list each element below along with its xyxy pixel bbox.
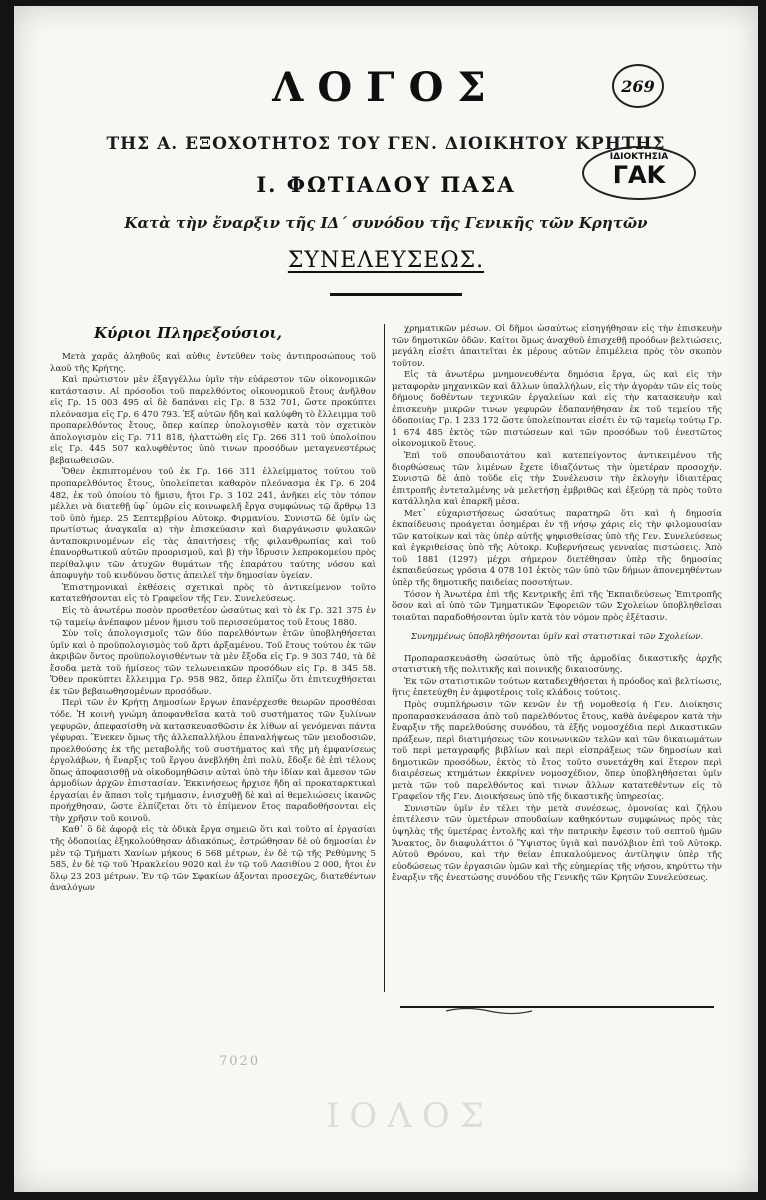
title-subline-name: Ι. ΦΩΤΙΑΔΟΥ ΠΑΣΑ (256, 172, 516, 197)
paragraph: Ἐπὶ τοῦ σπουδαιοτάτου καὶ κατεπείγοντος ἀντικειμένου τῆς διορθώσεως τῶν λιμένων ἔχετε ἰδιαζόντως τὴν ὑμετέραν προσοχήν. Συνιστῶ δὲ ἀπὸ τοῦδε εἰς τὴν Συνέλευσιν τὴν ἐκλογὴν ἰδιαιτέρας ἐπιτροπῆς ἐντεταλμένης νὰ μελετήσῃ ἐμβριθῶς καὶ ἐξεύρῃ τὰ πρὸς τοῦτο κατάλληλα καὶ ἐπαρκῆ μέσα. (392, 451, 722, 508)
title-rule (330, 293, 462, 296)
document-page (14, 6, 758, 1192)
section-note: Συνημμένως ὑποβληθήσονται ὑμῖν καὶ στατιστικαὶ τῶν Σχολείων. (410, 632, 704, 643)
title-subline-assembly: ΣΥΝΕΛΕΥΣΕΩΣ. (287, 248, 485, 273)
paragraph: Ἐκ τῶν στατιστικῶν τούτων καταδειχθήσεται ἡ πρόοδος καὶ βελτίωσις, ἥτις ἐπετεύχθη ἐν ἀμφοτέροις τοῖς κλάδοις τούτοις. (392, 676, 722, 699)
archive-stamp-acronym: ΓΑΚ (612, 161, 666, 189)
archive-stamp-label: ΙΔΙΟΚΤΗΣΙΑ (609, 152, 669, 162)
bleed-through-text: ΙΟΛΟΣ (326, 1096, 494, 1136)
title-subline-office: ΤΗΣ Α. ΕΞΟΧΟΤΗΤΟΣ ΤΟΥ ΓΕΝ. ΔΙΟΙΚΗΤΟΥ ΚΡΗΤΗΣ (106, 134, 666, 154)
catalog-number-stamp (612, 64, 664, 108)
paragraph: Ὅθεν ἐκπιπτομένου τοῦ ἐκ Γρ. 166 311 ἐλλείμματος τούτου τοῦ προπαρελθόντος ἔτους, ὑπολείπεται καθαρὸν πλεόνασμα ἐκ Γρ. 6 204 482, ἐκ τοῦ ὁποίου τὸ ἥμισυ, ἤτοι Γρ. 3 102 241, ἀνῆκει εἰς τὸν τόπον μέλλει νὰ διατεθῇ ὑφ᾿ ὑμῶν εἰς κοινωφελῆ ἔργα συμφώνως τῷ ἄρθρῳ 13 τοῦ ὑπὸ ἡμερ. 25 Σεπτεμβρίου Αὐτοκρ. Φιρμανίου. Συνιστῶ δὲ ὑμῖν ὡς πρωτίστως ἀναγκαῖα α) τὴν ἐπισκεύασιν καὶ διαργάνωσιν φυλακῶν ἀνταποκρινομένων εἰς τὰς ἀπαιτήσεις τῆς φιλανθρωπίας καὶ τοῦ ἐπανορθωτικοῦ αὐτῶν προορισμοῦ, καὶ β) τὴν ἵδρυσιν λεπροκομείου πρὸς περίθαλψιν τῶν ἀτυχῶν θυμάτων τῆς ἐπαράτου ταύτης νόσου καὶ ἀποφυγὴν τοῦ κινδύνου ὅστις ἀπειλεῖ τὴν δημοσίαν ὑγείαν. (50, 467, 376, 582)
archive-ownership-stamp (582, 146, 696, 200)
catalog-number: 269 (621, 76, 655, 96)
paragraph: Συνιστῶν ὑμῖν ἐν τέλει τὴν μετὰ συνέσεως, ὁμονοίας καὶ ζήλου ἐπιτέλεσιν τῶν ὑμετέρων σπουδαίων καθηκόντων συμφώνως πρὸς τὰς ὑψηλὰς τῆς ὑμετέρας ἐντολῆς καὶ τὴν πατρικὴν ἔφεσιν τοῦ σεπτοῦ ἡμῶν Ἄνακτος, ὃν διαφυλάττοι ὁ Ὕψιστος ὑγιᾶ καὶ πανόλβιον ἐπὶ τοῦ Αὐτοκρ. Αὐτοῦ Θρόνου, καὶ τὴν θείαν ἐπικαλούμενος ἀντίληψιν ὑπὲρ τῆς εὐοδώσεως τῶν ἐργασιῶν ὑμῶν καὶ τῆς εὐημερίας τῆς νήσου, κηρύττω τὴν ἔναρξιν τῆς ἐνεστώσης συνόδου τῆς Γενικῆς τῶν Κρητῶν Συνελεύσεως. (392, 803, 722, 884)
paragraph: Καθ᾿ ὃ δὲ ἀφορᾷ εἰς τὰ ὁδικὰ ἔργα σημειῶ ὅτι καὶ τοῦτο αἱ ἐργασίαι τῆς ὁδοποιίας ἐξηκολούθησαν ἀδιακόπως, ἐστρώθησαν δὲ οὐ δημοσίαι ἐν μὲν τῷ Τμήματι Χανίων μήκους 6 568 μέτρων, ἐν δὲ τῷ τῆς Ρεθύμνης 5 585, ἐν δὲ τῷ τοῦ Ἡρακλείου 9020 καὶ ἐν τῷ τοῦ Λασιθίου 2 000, ἤτοι ἐν ὅλῳ 23 203 μέτρων. Ἐν τῷ τῶν Σφακίων ἀξονται προσεχῶς, διατεθέντων ἀναλόγων (50, 825, 376, 894)
document-title: ΛΟΓΟΣ (272, 64, 500, 111)
paragraph: Ἐπιστημονικαὶ ἐκθέσεις σχετικαὶ πρὸς τὸ ἀντικείμενον τοῦτο κατατεθήσονται εἰς τὸ Γραφεῖον τῆς Γεν. Συνελεύσεως. (50, 582, 376, 605)
title-subline-occasion: Κατὰ τὴν ἔναρξιν τῆς ΙΔ΄ συνόδου τῆς Γενικῆς τῶν Κρητῶν (124, 214, 648, 232)
ornament-flourish (444, 1006, 534, 1016)
paragraph: Καὶ πρώτιστον μὲν ἐξαγγέλλω ὑμῖν τὴν εὐάρεστον τῶν οἰκονομικῶν κατάστασιν. Αἱ πρόσοδοι τοῦ παρελθόντος οἰκονομικοῦ ἔτους ἀνῆλθον εἰς Γρ. 15 003 495 αἱ δὲ δαπάναι εἰς Γρ. 8 532 701, ὥστε προκύπτει πλεόνασμα εἰς Γρ. 6 470 793. Ἐξ αὐτῶν ἤδη καὶ καλύφθη τὸ ἔλλειμμα τοῦ προπαρελθόντος ἔτους, ὅπερ καίπερ ὑπολογισθὲν κατὰ τὸν σχετικὸν ἀπολογισμὸν εἰς Γρ. 711 818, ἠλαττώθη εἰς Γρ. 266 311 τοῦ ὑπολοίπου εἰς Γρ. 445 507 καλυφθέντος ὑπὸ τινων προσόδων μεταγενεστέρως βεβαιωθεισῶν. (50, 375, 376, 466)
column-divider (384, 324, 385, 992)
left-text-column (50, 352, 376, 992)
paragraph: Εἰς τὰ ἀνωτέρω μνημονευθέντα δημόσια ἔργα, ὡς καὶ εἰς τὴν μεταφορὰν μηχανικῶν καὶ ἄλλων ὑπαλλήλων, εἰς τὴν ἀγορὰν τῶν εἰς τοὺς δήμους δοθέντων τεχνικῶν ἐργαλείων καὶ εἰς τὴν κατασκευὴν καὶ ἐπισκευὴν μικρῶν τινων γεφυρῶν ἐδαπανήθησαν ἐκ τοῦ τεμείου τῆς ὁδοποιίας Γρ. 1 233 172 ὥστε ὑπολείπονται εἰσέτι ἐν τῷ ταμείῳ τούτῳ Γρ. 1 674 485 ἐκτὸς τῶν πιστώσεων καὶ τῶν προσόδων τοῦ ἐνεστῶτος οἰκονομικοῦ ἔτους. (392, 370, 722, 450)
paragraph: Σὺν τοῖς ἀπολογισμοῖς τῶν δύο παρελθόντων ἐτῶν ὑποβληθήσεται ὑμῖν καὶ ὁ προϋπολογισμὸς τοῦ ἄρτι ἀρξαμένου. Τοῦ ἔτους τούτου ἐκ τῶν ἀκριβῶν ὄντος προϋπολογισθέντων τὰ μὲν ἔξοδα εἰς Γρ. 9 303 740, τὰ δὲ ἔσοδα μετὰ τοῦ ἡμίσεος τῶν τελωνειακῶν προσόδων εἰς Γρ. 8 345 58. Ὅθεν προκύπτει ἔλλειμμα Γρ. 958 982, ὅπερ ἐλπίζω ὅτι ἐπιτευχθήσεται ἐκ τῶν βεβαιωθησομένων προσόδων. (50, 629, 376, 697)
paragraph: Προπαρασκευάσθη ὡσαύτως ὑπὸ τῆς ἁρμοδίας δικαστικῆς ἀρχῆς στατιστικὴ τῆς πολιτικῆς καὶ ποινικῆς δικαιοσύνης. (392, 653, 722, 676)
paragraph: χρηματικῶν μέσων. Οἱ δῆμοι ὡσαύτως εἰσηγήθησαν εἰς τὴν ἐπισκευὴν τῶν δημοτικῶν ὁδῶν. Καίτοι ὅμως ἀναχθοῦ ἐπισχεθῇ προόδων βελτιώσεις, μεγάλη εἰσέτι ἀπαιτεῖται ἐκ μέρους αὐτῶν ἐπιμέλεια πρὸς τὸν σκοπὸν τοῦτον. (392, 324, 722, 369)
paragraph: Μετ᾿ εὐχαριστήσεως ὡσαύτως παρατηρῶ ὅτι καὶ ἡ δημοσία ἐκπαίδευσις προάγεται ὁσημέραι ἐν τῇ νήσῳ χάρις εἰς τὴν φιλομουσίαν τῶν κατοίκων καὶ τὰς ὑπὲρ αὐτῆς ψηφισθείσας ὑπὸ τῆς Γεν. Συνελεύσεως καὶ ἐγκριθείσας ὑπὸ τῆς Αὐτοκρ. Κυβερνήσεως γενναίας πιστώσεις. Ἀπὸ τοῦ 1881 (1297) μέχρι σήμερον διετέθησαν ὑπὲρ τῆς δημοσίας ἐκπαιδεύσεως γρόσια 4 078 101 ἐκτὸς τῶν ὑπὸ τῶν δήμων ἀπονεμηθέντων ὑπὲρ τῆς δημοτικῆς παιδείας ποσοτήτων. (392, 508, 722, 589)
paragraph: Περὶ τῶν ἐν Κρήτῃ Δημοσίων ἔργων ἐπανέρχεσθε θεωρῶν προσθέσαι τόδε. Ἡ κοινὴ γνώμη ἀποφανθεῖσα κατὰ τοῦ συστήματος τῶν ξυλίνων γεφυρῶν, ἀπεφασίσθη νὰ κατασκευασθῶσιν ἐκ λίθων αἱ γενόμεναι πάντα γέφυραι. Ἕνεκεν ὅμως τῆς ἀλλεπαλλήλου ἐπαναλήψεως τῶν μειοδοσιῶν, προελθούσης ἐκ τῆς μεταβολῆς τοῦ συστήματος καὶ τῆς μὴ ἐμφανίσεως ἐργολάβων, ἡ ἔναρξις τοῦ ἔργου ἀνεβλήθη ἐπὶ πολὺ, ἔδοξε δὲ ἐπὶ τέλους ὅπως ἀποφασισθῇ νὰ οἰκοδομηθῶσιν αὐταὶ ὑπὸ τὴν ἰδίαν καὶ ἄμεσον τῶν ἁρμοδίων ἀρχῶν ἐπιστασίαν. Ἐκκινήσεως ἤρχισε ἤδη αἱ προκαταρκτικαὶ ἐργασίαι ἐν ἅπασι τοῖς τμήμασιν, ἐνισχυθῇ δὲ καὶ αἱ θεμελιώσεις ἱκανῶς προήχθησαν, ὥστε ἐλπίζεται ὅτι τὸ ἐπίμενον ἔτος παραδοθήσονται εἰς τὴν χρῆσιν τοῦ κοινοῦ. (50, 698, 376, 824)
paragraph: Πρὸς συμπλήρωσιν τῶν κενῶν ἐν τῇ νομοθεσίᾳ ἡ Γεν. Διοίκησις προπαρασκευάσασα ἀπὸ τοῦ παρελθόντος ἔτους, καθὰ ἀνέφερον κατὰ τὴν ἔναρξιν τῆς παρελθούσης συνόδου, τὰ ἑξῆς νομοσχέδια περὶ Δικαστικῶν πράξεων, περὶ διατιμήσεως τῶν κοινωνικῶν τελῶν καὶ τῶν δικαιωμάτων τοῦ περὶ μεταγραφῆς βιβλίων καὶ περὶ εἰσπράξεως τῶν δημοσίων καὶ δημοτικῶν προσόδων, ἐκτὸς τὸ ἔτος τοῦτο συνετάχθη καὶ ἕτερον περὶ διαιρέσεως κτημάτων ἐκκρίνεν νομοσχέδιον, ὅπερ ὑποβληθήσεται ὑμῖν μετὰ τῶν τοῦ παρελθόντος καὶ τινων ἄλλων κατατεθέντων εἰς τὸ Γραφεῖον τῆς Γεν. Διοικήσεως ὑπὸ τῆς δικαστικῆς ὑπηρεσίας. (392, 699, 722, 803)
faded-print-mark: 7020 (219, 1054, 261, 1069)
paragraph: Τόσον ἡ Ἀνωτέρα ἐπὶ τῆς Κεντρικῆς ἐπὶ τῆς Ἐκπαιδεύσεως Ἐπιτροπῆς ὅσον καὶ αἱ ὑπὸ τῶν Τμηματικῶν Ἐφορειῶν τῶν Σχολείων ὑποβληθεῖσαι τοιαῦται παραδοθήσονται ὑμῖν κατὰ τὸν νόμον πρὸς ἐξέτασιν. (392, 589, 722, 623)
right-text-column (392, 324, 722, 944)
paragraph: Εἰς τὸ ἀνωτέρω ποσὸν προσθετέον ὡσαύτως καὶ τὸ ἐκ Γρ. 321 375 ἐν τῷ ταμείῳ ἀνέπαφον μένον ἥμισυ τοῦ περισσεύματος τοῦ ἔτους 1880. (50, 606, 376, 628)
salutation: Κύριοι Πληρεξούσιοι, (94, 324, 282, 342)
paragraph: Μετὰ χαρᾶς ἀληθοῦς καὶ αὖθις ἐντεῦθεν τοὺς ἀντιπροσώπους τοῦ λαοῦ τῆς Κρήτης. (50, 352, 376, 374)
